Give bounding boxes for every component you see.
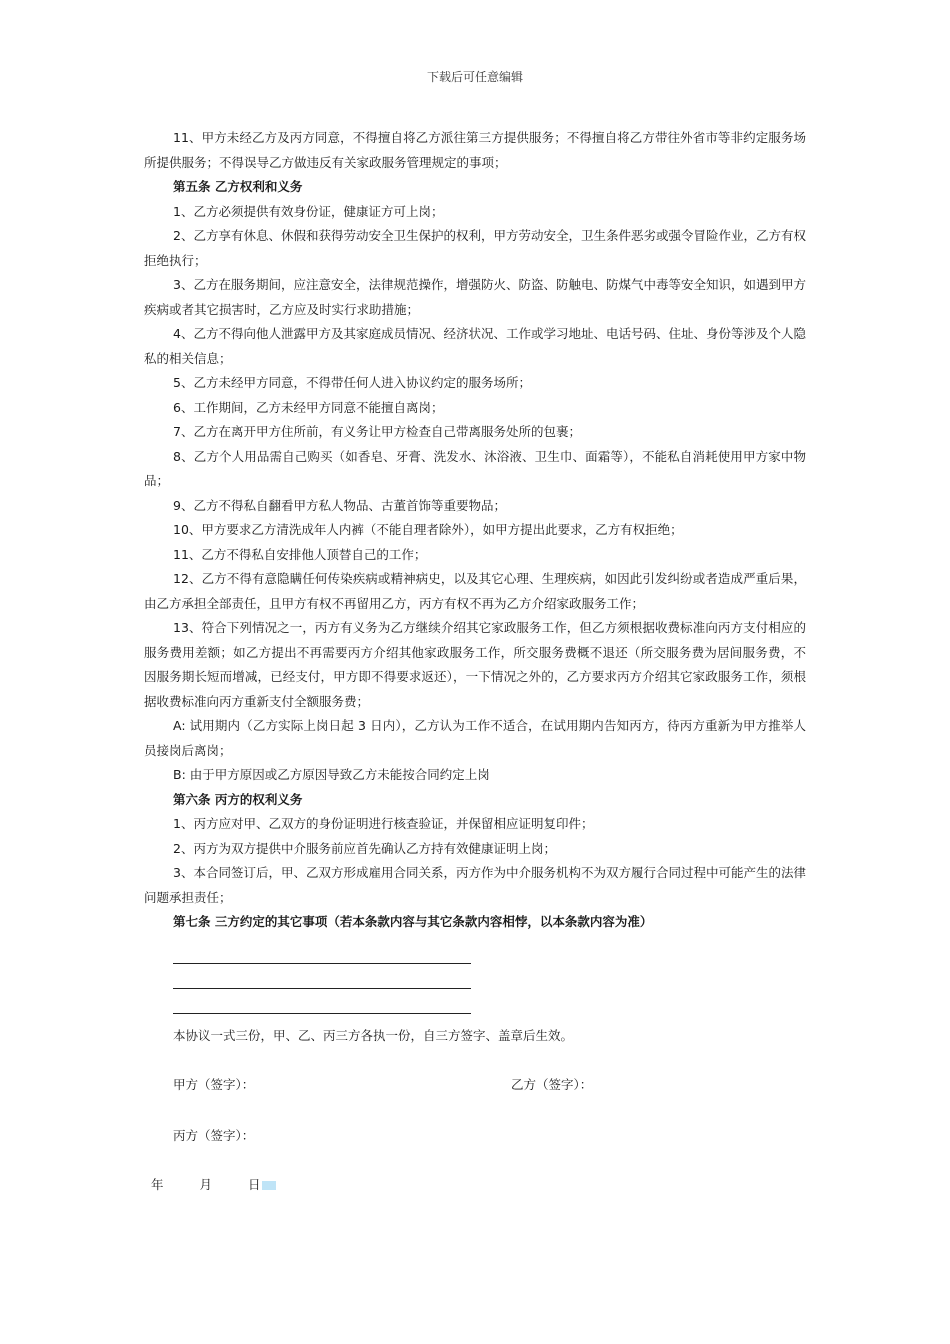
clause-paragraph: 2、丙方为双方提供中介服务前应首先确认乙方持有效健康证明上岗； xyxy=(173,840,556,856)
clause-paragraph: 1、乙方必须提供有效身份证，健康证方可上岗； xyxy=(173,203,444,219)
section-heading: 第六条 丙方的权利义务 xyxy=(173,791,303,807)
clause-paragraph: 2、乙方享有休息、休假和获得劳动安全卫生保护的权利，甲方劳动安全，卫生条件恶劣或强令冒险作业，乙方有权拒绝执行； xyxy=(144,228,806,268)
clause-paragraph: 13、符合下列情况之一，丙方有义务为乙方继续介绍其它家政服务工作，但乙方须根据收费标准向丙方支付相应的服务费用差额；如乙方提出不再需要丙方介绍其他家政服务工作，所交服务费概不退还（所交服务费为居间服务费，不因服务期长短而增减，已经支付，甲方即不得要求返还），一下情况之外的，乙方要求丙方介绍其它家政服务工作，须根据收费标准向丙方重新支付全额服务费； xyxy=(144,620,806,709)
date-line xyxy=(151,1175,276,1193)
contract-body xyxy=(144,126,806,1048)
blank-line[interactable] xyxy=(173,964,471,989)
clause-paragraph: A: 试用期内（乙方实际上岗日起 3 日内），乙方认为工作不适合，在试用期内告知丙方，待丙方重新为甲方推举人员接岗后离岗； xyxy=(144,718,806,758)
blank-line[interactable] xyxy=(173,989,471,1014)
blank-fill-lines[interactable] xyxy=(173,939,471,1014)
clause-paragraph: 4、乙方不得向他人泄露甲方及其家庭成员情况、经济状况、工作或学习地址、电话号码、住址、身份等涉及个人隐私的相关信息； xyxy=(144,326,806,366)
clause-paragraph: 3、本合同签订后，甲、乙双方形成雇用合同关系，丙方作为中介服务机构不为双方履行合同过程中可能产生的法律问题承担责任； xyxy=(144,865,806,905)
paragraph-list xyxy=(144,126,806,935)
text-cursor-highlight xyxy=(262,1181,276,1190)
section-heading: 第五条 乙方权利和义务 xyxy=(173,179,303,194)
clause-paragraph: 3、乙方在服务期间，应注意安全，法律规范操作，增强防火、防盗、防触电、防煤气中毒等安全知识，如遇到甲方疾病或者其它损害时，乙方应及时实行求助措施； xyxy=(144,277,806,317)
clause-paragraph: 11、甲方未经乙方及丙方同意，不得擅自将乙方派往第三方提供服务；不得擅自将乙方带往外省市等非约定服务场所提供服务；不得误导乙方做违反有关家政服务管理规定的事项； xyxy=(144,130,806,170)
date-day: 日 xyxy=(248,1177,261,1192)
clause-paragraph: 5、乙方未经甲方同意，不得带任何人进入协议约定的服务场所； xyxy=(173,375,531,390)
party-b-signature: 乙方（签字）： xyxy=(511,1077,593,1092)
clause-paragraph: 6、工作期间，乙方未经甲方同意不能擅自离岗； xyxy=(173,399,444,415)
clause-paragraph: 1、丙方应对甲、乙双方的身份证明进行核查验证，并保留相应证明复印件； xyxy=(173,816,594,831)
agreement-clause: 本协议一式三份，甲、乙、丙三方各执一份，自三方签字、盖章后生效。 xyxy=(173,1027,574,1043)
clause-paragraph: 9、乙方不得私自翻看甲方私人物品、古董首饰等重要物品； xyxy=(173,497,506,513)
clause-paragraph: 10、甲方要求乙方清洗成年人内裤（不能自理者除外），如甲方提出此要求，乙方有权拒绝； xyxy=(173,522,683,537)
clause-paragraph: 12、乙方不得有意隐瞒任何传染疾病或精神病史，以及其它心理、生理疾病，如因此引发纠纷或者造成严重后果，由乙方承担全部责任，且甲方有权不再留用乙方，丙方有权不再为乙方介绍家政服务工作； xyxy=(144,571,806,611)
clause-paragraph: 11、乙方不得私自安排他人顶替自己的工作； xyxy=(173,546,427,562)
party-a-signature: 甲方（签字）： xyxy=(173,1077,255,1092)
date-month: 月 xyxy=(199,1177,213,1192)
section-heading: 第七条 三方约定的其它事项（若本条款内容与其它条款内容相悖，以本条款内容为准） xyxy=(173,914,653,929)
date-year: 年 xyxy=(151,1177,164,1192)
clause-paragraph: 7、乙方在离开甲方住所前，有义务让甲方检查自己带离服务处所的包裹； xyxy=(173,424,581,439)
blank-line[interactable] xyxy=(173,939,471,964)
clause-paragraph: B: 由于甲方原因或乙方原因导致乙方未能按合同约定上岗 xyxy=(173,767,490,782)
page-header: 下载后可任意编辑 xyxy=(426,70,523,84)
party-c-signature: 丙方（签字）： xyxy=(173,1128,255,1143)
clause-paragraph: 8、乙方个人用品需自己购买（如香皂、牙膏、洗发水、沐浴液、卫生巾、面霜等），不能私自消耗使用甲方家中物品； xyxy=(144,448,806,488)
